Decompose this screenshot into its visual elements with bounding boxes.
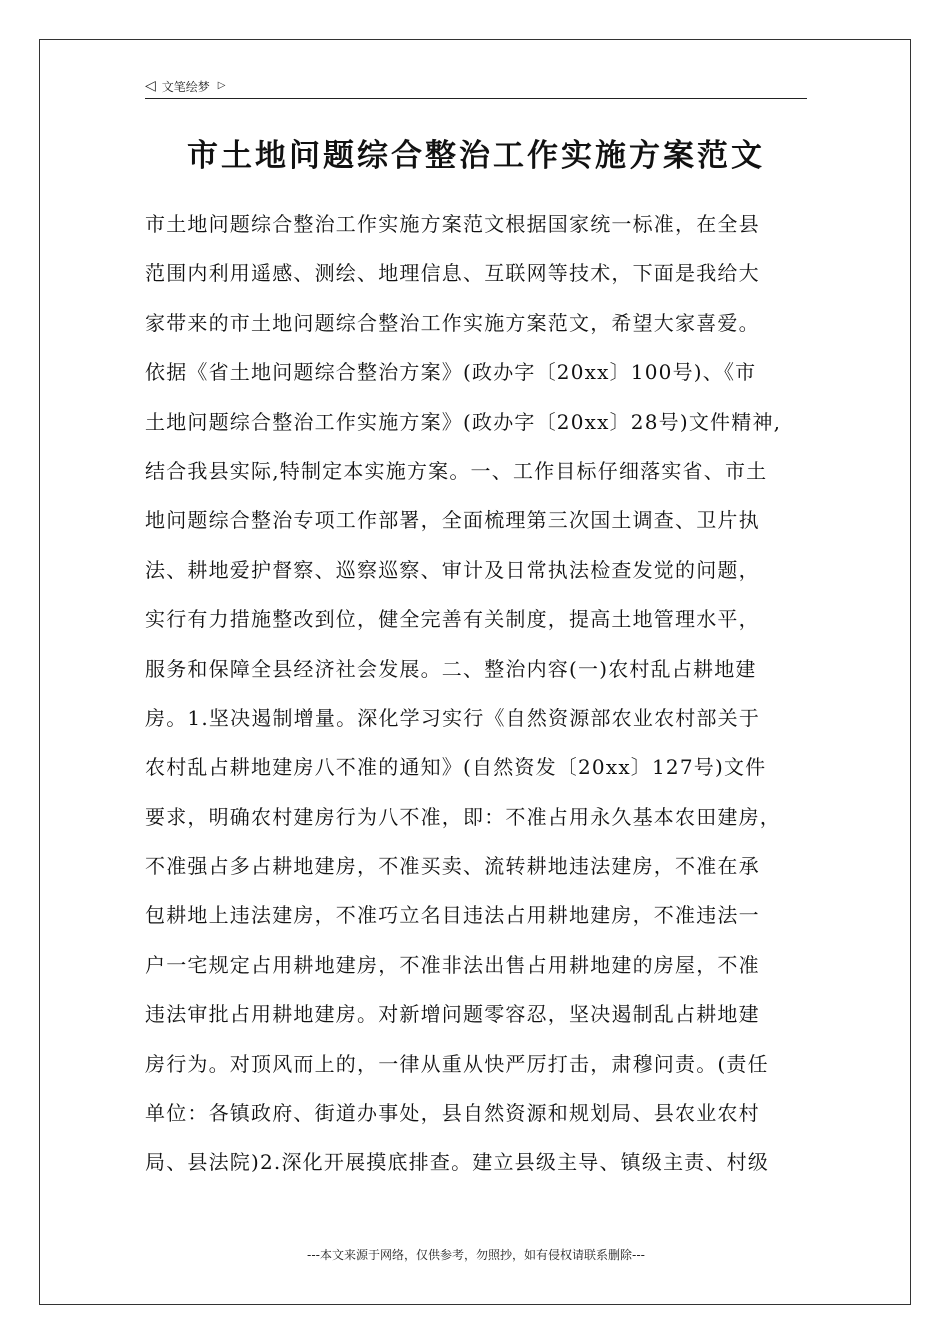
- paragraph-line: 依据《省土地问题综合整治方案》(政办字〔20xx〕100号)、《市: [145, 360, 757, 385]
- paragraph-line: 户一宅规定占用耕地建房，不准非法出售占用耕地建的房屋，不准: [145, 952, 760, 977]
- paragraph-line: 违法审批占用耕地建房。对新增问题零容忍，坚决遏制乱占耕地建: [145, 1002, 760, 1027]
- paragraph-line: 包耕地上违法建房，不准巧立名目违法占用耕地建房，不准违法一: [145, 903, 760, 928]
- paragraph-line: 市土地问题综合整治工作实施方案范文根据国家统一标准，在全县: [145, 212, 760, 236]
- paragraph-line: 要求，明确农村建房行为八不准，即：不准占用永久基本农田建房，: [145, 804, 781, 829]
- paragraph-line: 家带来的市土地问题综合整治工作实施方案范文，希望大家喜爱。: [145, 310, 760, 335]
- paragraph-line: 局、县法院)2.深化开展摸底排查。建立县级主导、镇级主责、村级: [145, 1150, 770, 1175]
- triangle-left-icon: ◁: [145, 78, 156, 94]
- paragraph-line: 地问题综合整治专项工作部署，全面梳理第三次国土调查、卫片执: [145, 508, 760, 533]
- document-body: [145, 206, 810, 1194]
- paragraph-line: 范围内利用遥感、测绘、地理信息、互联网等技术，下面是我给大: [145, 261, 760, 286]
- footer-disclaimer: ---本文来源于网络，仅供参考，勿照抄，如有侵权请联系删除---: [307, 1248, 645, 1262]
- paragraph-line: 不准强占多占耕地建房，不准买卖、流转耕地违法建房，不准在承: [145, 854, 760, 879]
- paragraph-line: 房行为。对顶风而上的，一律从重从快严厉打击，肃穆问责。(责任: [145, 1051, 769, 1076]
- document-title: 市土地问题综合整治工作实施方案范文: [187, 138, 765, 174]
- paragraph-line: 土地问题综合整治工作实施方案》(政办字〔20xx〕28号)文件精神,: [145, 409, 782, 434]
- paragraph-line: 农村乱占耕地建房八不准的通知》(自然资发〔20xx〕127号)文件: [145, 755, 767, 780]
- paragraph-line: 法、耕地爱护督察、巡察巡察、审计及日常执法检查发觉的问题，: [145, 557, 760, 582]
- paragraph-line: 单位：各镇政府、街道办事处，县自然资源和规划局、县农业农村: [145, 1101, 760, 1126]
- header-brand: 文笔绘梦: [161, 79, 210, 94]
- page-header: [145, 74, 807, 99]
- paragraph-line: 房。1.坚决遏制增量。深化学习实行《自然资源部农业农村部关于: [145, 705, 761, 730]
- paragraph-line: 结合我县实际,特制定本实施方案。一、工作目标仔细落实省、市土: [145, 458, 768, 483]
- paragraph-line: 实行有力措施整改到位，健全完善有关制度，提高土地管理水平，: [145, 607, 760, 632]
- paragraph-line: 服务和保障全县经济社会发展。二、整治内容(一)农村乱占耕地建: [145, 656, 757, 681]
- triangle-right-icon: ▷: [217, 80, 226, 91]
